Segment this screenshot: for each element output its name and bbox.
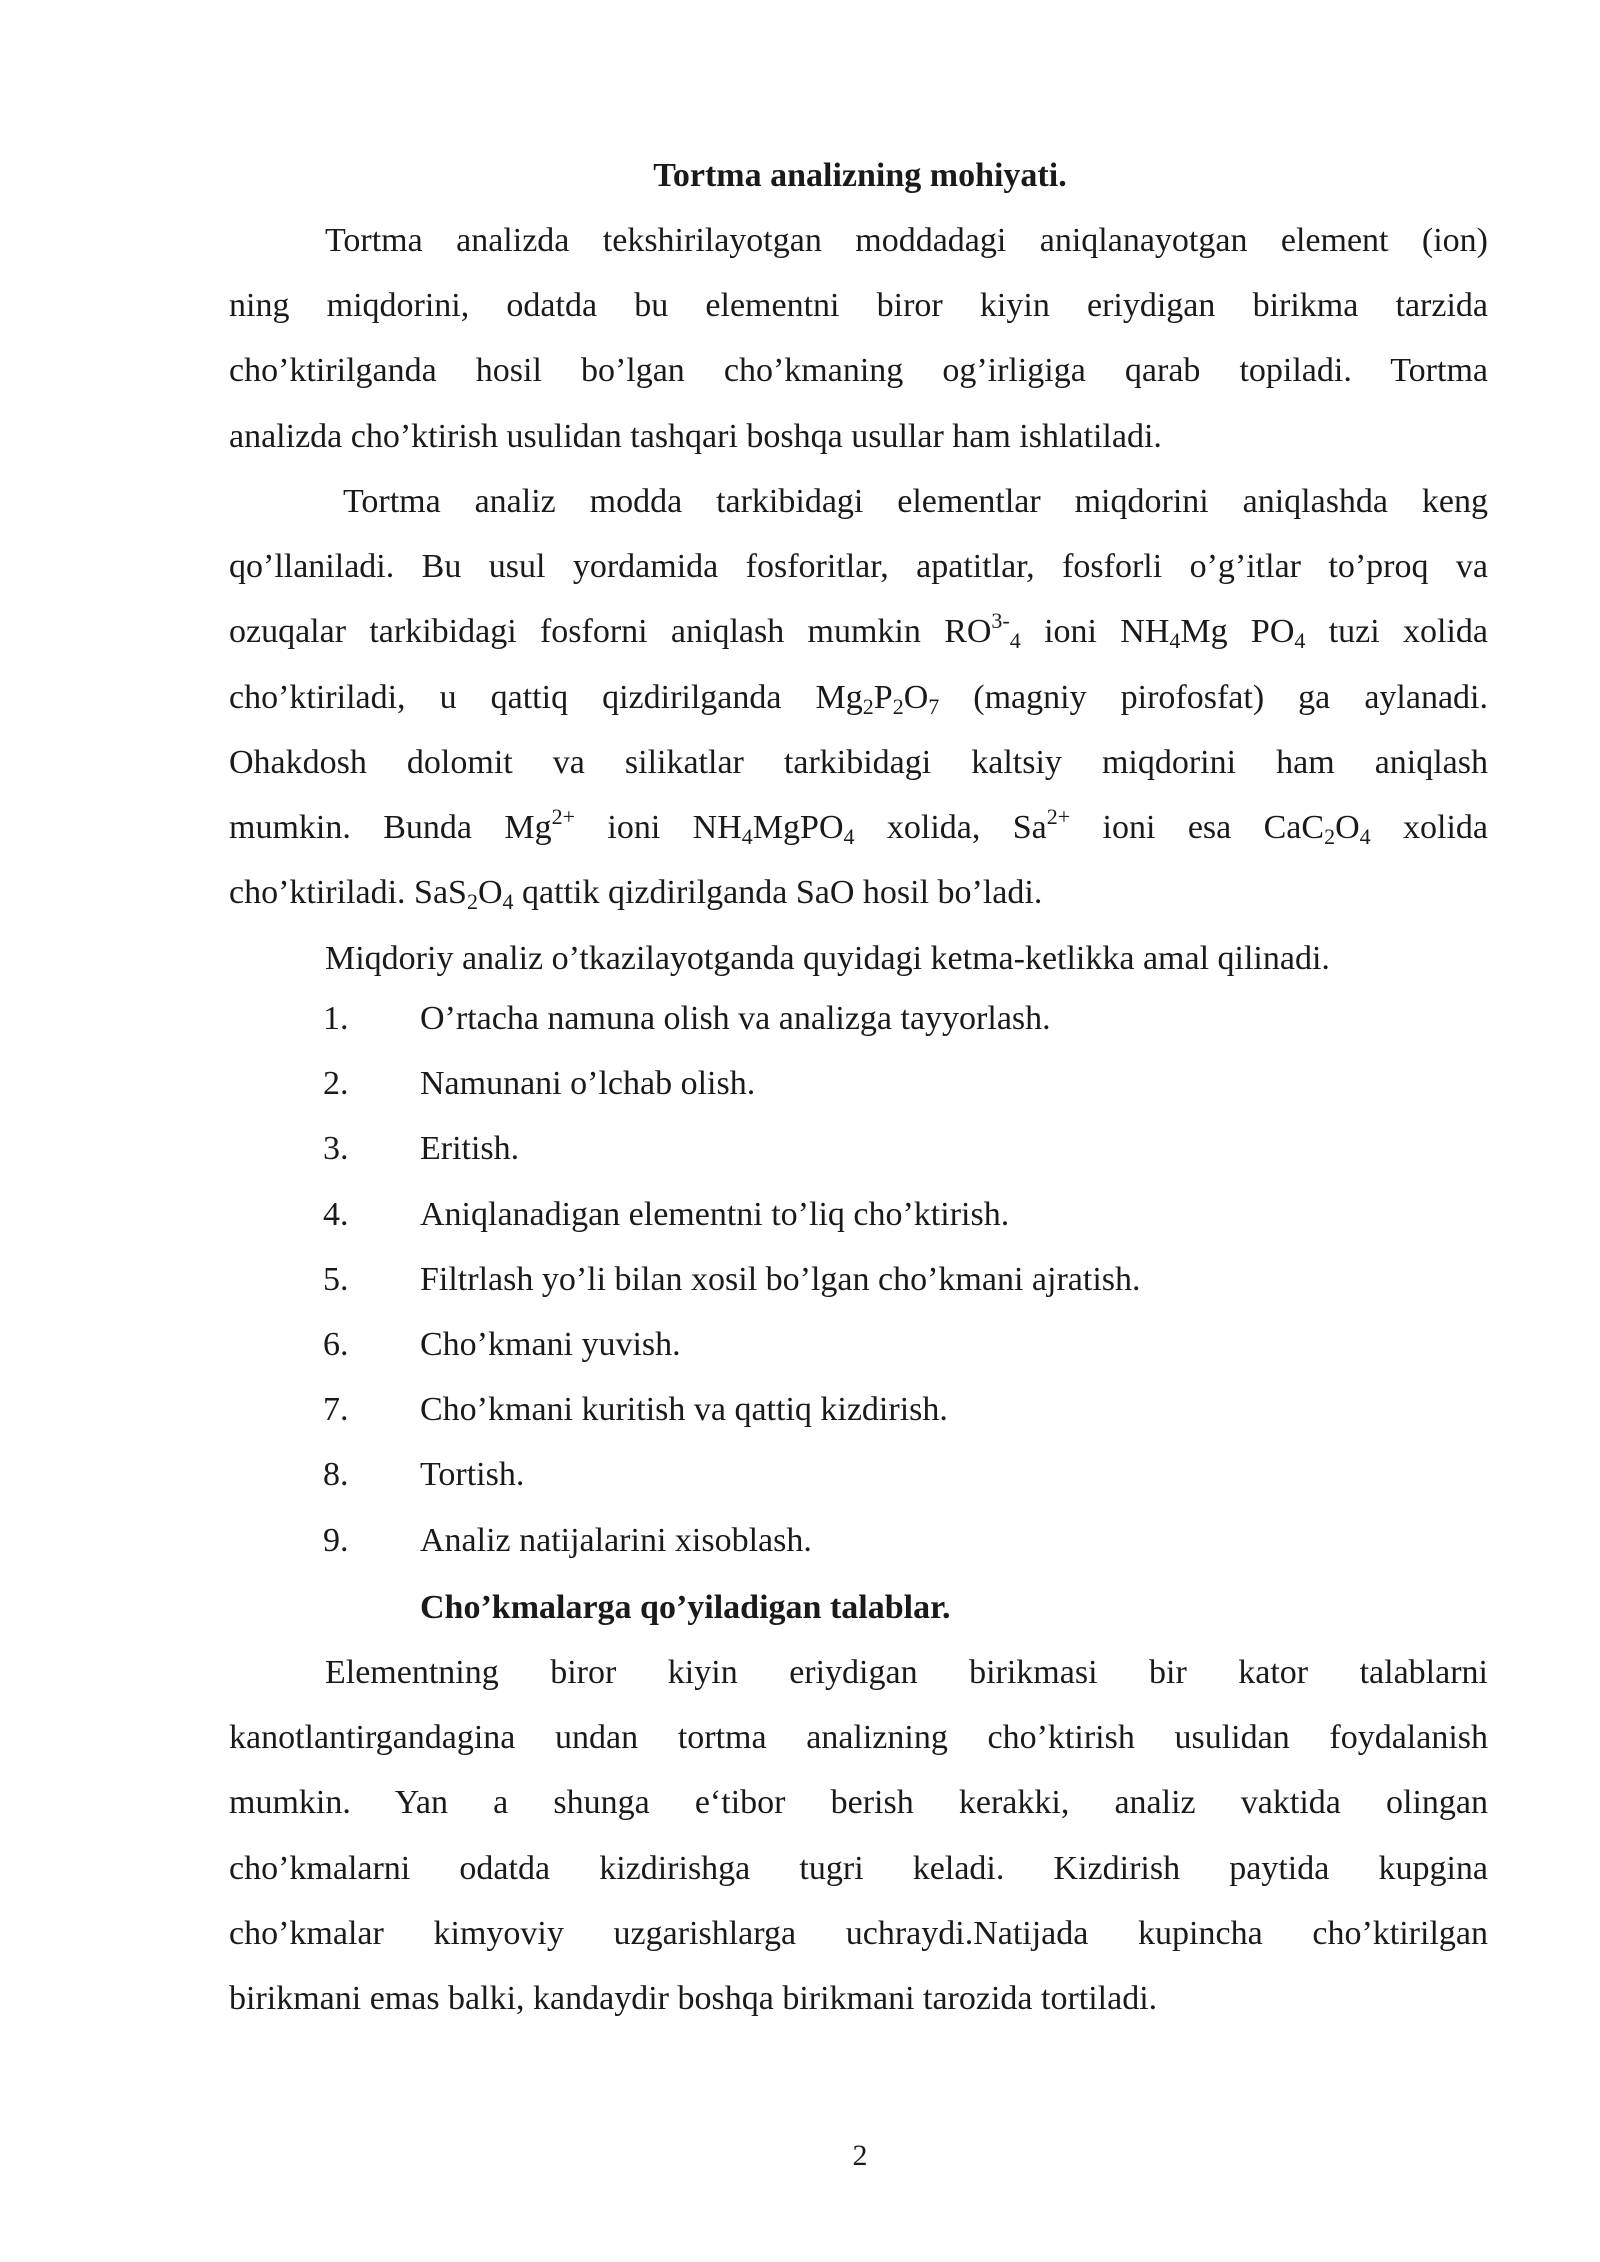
page-number: 2 xyxy=(852,2139,868,2172)
p1-line-4: analizda cho’ktirish usulidan tashqari boshqa usullar ham ishlatiladi. xyxy=(229,417,1162,455)
p2-line-2: qo’llaniladi. Bu usul yordamida fosforitlar, apatitlar, fosforli o’g’itlar to’proq va xyxy=(229,548,1488,586)
p4-line-4: cho’kmalarni odatda kizdirishga tugri keladi. Kizdirish paytida kupgina xyxy=(229,1849,1488,1887)
paragraph-2 xyxy=(229,469,1488,925)
page-title: Tortma analizning mohiyati. xyxy=(653,157,1067,194)
p2-line-4: cho’ktiriladi, u qattiq qizdirilganda $Mg_2P_2O_7$ (magniy pirofosfat) ga aylanadi. xyxy=(229,678,1488,719)
section-subheading: Cho’kmalarga qo’yiladigan talablar. xyxy=(420,1589,951,1626)
p1-line-3: cho’ktirilganda hosil bo’lgan cho’kmaning og’irligiga qarab topiladi. Tortma xyxy=(229,352,1488,390)
p2-line-6: mumkin. Bunda $Mg^{2+}$ ioni $NH_4MgPO_4$ xolida, $Sa^{2+}$ ioni esa $CaC_2O_4$ xolida xyxy=(229,804,1489,850)
p2-line-5: Ohakdosh dolomit va silikatlar tarkibidagi kaltsiy miqdorini ham aniqlash xyxy=(229,743,1488,781)
p4-line-5: cho’kmalar kimyoviy uzgarishlarga uchraydi.Natijada kupincha cho’ktirilgan xyxy=(229,1914,1488,1952)
p3-line-1: Miqdoriy analiz o’tkazilayotganda quyidagi ketma-ketlikka amal qilinadi. xyxy=(325,940,1330,977)
paragraph-1 xyxy=(229,208,1488,469)
paragraph-4 xyxy=(229,1640,1488,2031)
p2-line-7: cho’ktiriladi. $SaS_2O_4$ qattik qizdirilganda SaO hosil bo’ladi. xyxy=(229,874,1043,915)
paragraph-3 xyxy=(229,926,1488,991)
p2-line-1: Tortma analiz modda tarkibidagi elementlar miqdorini aniqlashda keng xyxy=(343,483,1488,520)
p4-line-2: kanotlantirgandagina undan tortma analizning cho’ktirish usulidan foydalanish xyxy=(229,1719,1488,1757)
p4-line-6: birikmani emas balki, kandaydir boshqa birikmani tarozida tortiladi. xyxy=(229,1980,1158,2018)
p1-line-1: Tortma analizda tekshirilayotgan moddadagi aniqlanayotgan element (ion) xyxy=(325,222,1488,259)
document-page: Tortma analizning mohiyati. Tortma analizda tekshirilayotgan moddadagi aniqlanayotgan element (ion) ning miqdorini, odatda bu elementni biror kiyin eriydigan birikma tarzida cho’ktirilganda hosil bo’lgan cho’kmaning og’irligiga qarab topiladi. Tortma analizda cho’ktirish usulidan tashqari boshqa usullar ham ishlatiladi. Tortma analiz modda tarkibidagi elementlar miqdorini aniqlashda keng qo’llaniladi. Bu usul yordamida fosforitlar, apatitlar, fosforli o’g’itlar to’proq va ozuqalar tarkibidagi fosforni aniqlash mumkin $RO^{3-}_4$ ioni $NH_4Mg$ $PO_4$ tuzi xolida cho’ktiriladi, u qattiq qizdirilganda $Mg_2P_2O_7$ (magniy pirofosfat) ga aylanadi. Ohakdosh dolomit va silikatlar tarkibidagi kaltsiy miqdorini ham aniqlash mumkin. Bunda $Mg^{2+}$ ioni $NH_4MgPO_4$ xolida, $Sa^{2+}$ ioni esa $CaC_2O_4$ xolida cho’ktiriladi. $SaS_2O_4$ qattik qizdirilganda SaO hosil bo’ladi. Miqdoriy analiz o’tkazilayotganda quyidagi ketma-ketlikka amal qilinadi. 1. O’rtacha namuna olish va analizga tayyorlash. 2. Namunani o’lchab olish. 3. Eritish. 4. Aniqlanadigan elementni to’liq cho’ktirish. 5. Filtrlash yo’li bilan xosil bo’lgan cho’kmani ajratish. 6. Cho’kmani yuvish. 7. Cho’kmani kuritish va qattiq kizdirish. 8. Tortish. 9. Analiz natijalarini xisoblash. Cho’kmalarga qo’yiladigan talablar. Elementning biror kiyin eriydigan birikmasi bir kator talablarni kanotlantirgandagina undan tortma analizning cho’ktirish usulidan foydalanish mumkin. Yan a shunga e‘tibor berish kerakki, analiz vaktida olingan cho’kmalarni odatda kizdirishga tugri keladi. Kizdirish paytida kupgina cho’kmalar kimyoviy uzgarishlarga uchraydi.Natijada kupincha cho’ktirilgan birikmani emas balki, kandaydir boshqa birikmani tarozida tortiladi. 2 xyxy=(0,0,1600,2262)
p1-line-2: ning miqdorini, odatda bu elementni biror kiyin eriydigan birikma tarzida xyxy=(229,287,1488,325)
p2-line-3: ozuqalar tarkibidagi fosforni aniqlash mumkin $RO^{3-}_4$ ioni $NH_4Mg$ $PO_4$ tuzi xolida xyxy=(229,608,1489,654)
p4-line-1: Elementning biror kiyin eriydigan birikmasi bir kator talablarni xyxy=(325,1654,1488,1691)
p4-line-3: mumkin. Yan a shunga e‘tibor berish kerakki, analiz vaktida olingan xyxy=(229,1784,1488,1822)
